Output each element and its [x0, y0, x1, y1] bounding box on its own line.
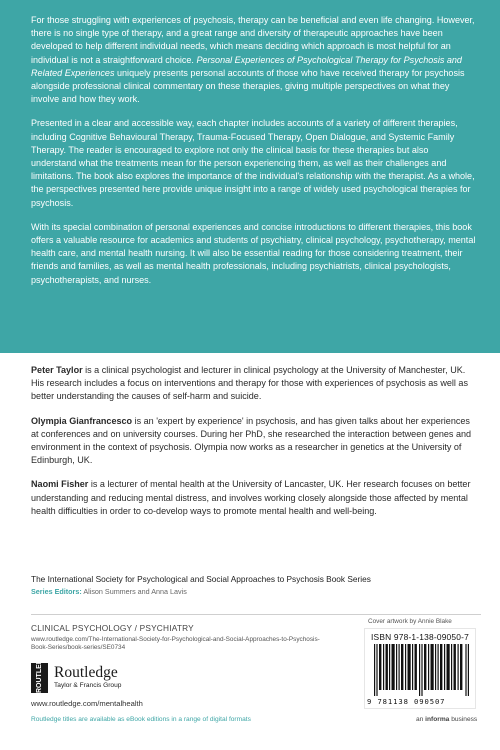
author-bio-text: is a lecturer of mental health at the University of Lancaster, UK. Her research focuses on better understanding and reducing mental distress, and involves working closely alongside those affected by mental health difficulties in order to co-develop ways to promote mental health and well-being.	[31, 479, 471, 516]
divider	[31, 614, 481, 615]
informa-pre: an	[416, 716, 426, 723]
informa-post: business	[449, 716, 478, 723]
book-title-italic: Personal Experiences of Psychological Therapy for Psychosis and Related Experiences	[31, 54, 462, 78]
publisher-group: Taylor & Francis Group	[54, 682, 122, 689]
author-bio	[31, 478, 476, 518]
author-bio	[31, 364, 476, 404]
series-title: The International Society for Psychological and Social Approaches to Psychosis Book Series	[31, 572, 481, 584]
author-bio	[31, 415, 476, 468]
blurb-paragraph-3: With its special combination of personal experiences and concise introductions to different therapies, this book offers a valuable resource for academics and students of psychiatry, clinical psychology, psychotherapy, mental health care, and mental health nursing. It will also be essential reading for those considering treatment, their friends and families, as well as mental health professionals, including psychiatrists, clinical psychologists, psychotherapists, and nurses.	[31, 221, 476, 285]
informa-brand: informa	[425, 716, 450, 723]
series-editors	[31, 587, 481, 596]
isbn-number: ISBN 978-1-138-09050-7	[371, 632, 469, 642]
series-url[interactable]: www.routledge.com/The-International-Society-for-Psychological-and-Social-Approaches-to-Psychosis-Book-Series/book-series/SE0734	[31, 636, 320, 652]
author-name: Olympia Gianfrancesco	[31, 415, 133, 426]
ebook-note: Routledge titles are available as eBook editions in a range of digital formats	[31, 716, 251, 723]
routledge-logo-mark: ROUTLEDGE	[31, 663, 48, 693]
informa-business-note	[416, 716, 477, 723]
publisher-logo	[31, 649, 171, 693]
subject-category: CLINICAL PSYCHOLOGY / PSYCHIATRY	[31, 623, 194, 633]
isbn-barcode-box	[364, 628, 476, 709]
barcode-digits: 9 781138 090507	[367, 697, 446, 706]
author-bio-text: is a clinical psychologist and lecturer in clinical psychology at the University of Manchester, UK. His research includes a focus on interventions and therapy for those with experiences of psychosis as well as better understanding the causes of self-harm and suicide.	[31, 365, 468, 402]
cover-artwork-credit: Cover artwork by Annie Blake	[368, 618, 452, 625]
author-name: Peter Taylor	[31, 365, 83, 375]
blurb-text: For those struggling with experiences of psychosis, therapy can be beneficial and even life changing. However, there is no single type of therapy, and a great range and diversity of therapeutic approaches have been developed to help different individual needs, which means deciding which approach is most helpful for an individual is not a straightforward choice.	[31, 15, 475, 65]
blurb-text: uniquely presents personal accounts of those who have received therapy for psychosis alongside professional clinical commentary on these therapies, giving multiple perspectives on what they involve and how they work.	[31, 67, 465, 105]
blurb-paragraph-2: Presented in a clear and accessible way, each chapter includes accounts of a variety of different therapies, including Cognitive Behavioural Therapy, Trauma-Focused Therapy, Open Dialogue, and Systemic Family Therapy. The reader is encouraged to explore not only the clinical basis for these therapies but also understand what the treatments mean for the person experiencing them, as well as their challenges and limitations. The book also explores the importance of the individual's relationship with the therapist. As a whole, the perspectives presented here provide unique insight into a range of widely used psychological therapies for psychosis.	[31, 118, 475, 208]
author-bios	[31, 364, 476, 529]
publisher-url[interactable]: www.routledge.com/mentalhealth	[31, 699, 143, 708]
publisher-name: Routledge	[54, 664, 118, 681]
barcode-icon	[374, 644, 469, 696]
book-series-block	[31, 574, 481, 596]
author-bio-text: is an 'expert by experience' in psychosis, and has given talks about her experiences at conferences and on university courses. During her PhD, she researched the interaction between genes and environment in the context of psychosis. Olympia now works as a researcher in genetics at the University of Edinburgh, UK.	[31, 415, 472, 466]
series-editors-names: Alison Summers and Anna Lavis	[81, 587, 187, 596]
author-name: Naomi Fisher	[31, 479, 89, 490]
blurb-paragraph-1	[31, 14, 476, 106]
series-editors-label: Series Editors:	[31, 587, 82, 596]
back-cover-blurb	[0, 0, 500, 353]
